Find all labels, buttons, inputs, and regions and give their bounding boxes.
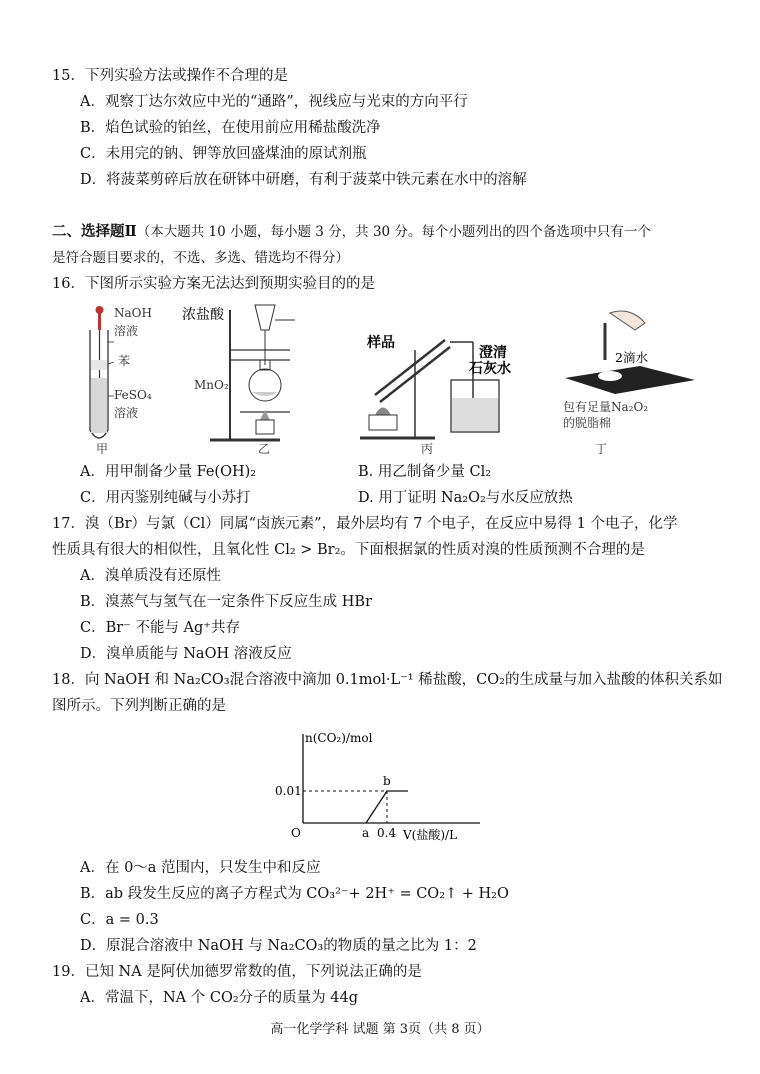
yi-text-conc-hcl: 浓盐酸	[182, 307, 224, 323]
figure-jia	[80, 300, 170, 460]
x-tick-a: a	[362, 826, 370, 840]
q18-option-a: A．在 0～a 范围内，只发生中和反应	[80, 860, 321, 876]
q17-stem-line1: 17．溴（Br）与氯（Cl）同属“卤族元素”，最外层均有 7 个电子，在反应中易得 1 个电子，化学	[52, 516, 678, 532]
y-tick-0-01: 0.01	[275, 784, 302, 798]
ding-text-two-drops: 2滴水	[615, 350, 648, 365]
bing-text-limewater: 石灰水	[469, 361, 511, 377]
q15-stem: 15．下列实验方法或操作不合理的是	[52, 68, 288, 84]
co2-volume-chart	[275, 728, 495, 848]
yi-text-mno2: MnO₂	[194, 378, 229, 392]
section2-note-2: 是符合题目要求的，不选、多选、错选均不得分）	[52, 250, 349, 266]
jia-text-naoh: NaOH	[114, 306, 152, 320]
origin-label: O	[291, 826, 301, 840]
q17-option-b: B．溴蒸气与氢气在一定条件下反应生成 HBr	[80, 594, 372, 610]
bing-label: 丙	[421, 442, 434, 456]
point-label-b: b	[383, 774, 391, 788]
dropper-drawing	[555, 308, 705, 460]
jia-text-solution2: 溶液	[114, 406, 139, 420]
q17-option-a: A．溴单质没有还原性	[80, 568, 221, 584]
section2-note-1: （本大题共 10 小题，每小题 3 分，共 30 分。每个小题列出的四个备选项中只有一个	[136, 224, 651, 240]
q16-stem: 16．下图所示实验方案无法达到预期实验目的的是	[52, 276, 375, 292]
section2-header	[52, 222, 651, 242]
q18-option-c: C．a = 0.3	[80, 912, 159, 928]
figure-yi	[180, 300, 300, 460]
q16-option-c: C．用丙鉴别纯碱与小苏打	[80, 490, 251, 506]
bing-text-sample: 样品	[367, 335, 395, 351]
q15-option-c: C．未用完的钠、钾等放回盛煤油的原试剂瓶	[80, 146, 367, 162]
y-axis-label: n(CO₂)/mol	[305, 731, 373, 745]
x-tick-0-4: 0.4	[377, 826, 397, 840]
page-footer: 高一化学学科 试题 第 3页（共 8 页）	[270, 1022, 490, 1037]
q17-option-c: C．Br⁻ 不能与 Ag⁺共存	[80, 620, 240, 636]
q15-option-b: B．焰色试验的铂丝，在使用前应用稀盐酸洗净	[80, 120, 381, 136]
q17-option-d: D．溴单质能与 NaOH 溶液反应	[80, 646, 292, 662]
section2-title: 二、选择题Ⅱ	[52, 223, 137, 240]
bing-text-clear: 澄清	[479, 345, 507, 361]
co2-series-line	[366, 791, 408, 823]
q18-stem-line2: 图所示。下列判断正确的是	[52, 698, 226, 714]
q18-stem-line1: 18．向 NaOH 和 Na₂CO₃混合溶液中滴加 0.1mol·L⁻¹ 稀盐酸，CO₂的生成量与加入盐酸的体积关系如	[52, 672, 723, 688]
q15-option-d: D．将菠菜剪碎后放在研钵中研磨，有利于菠菜中铁元素在水中的溶解	[80, 172, 527, 188]
jia-label: 甲	[96, 442, 109, 456]
q15-option-a: A．观察丁达尔效应中光的“通路”，视线应与光束的方向平行	[80, 94, 468, 110]
q16-option-b: B. 用乙制备少量 Cl₂	[358, 464, 492, 480]
yi-label: 乙	[258, 442, 271, 456]
ding-text-na2o2: 包有足量Na₂O₂	[563, 400, 649, 414]
ding-text-cotton: 的脱脂棉	[563, 416, 612, 430]
q19-stem: 19．已知 NA 是阿伏加德罗常数的值，下列说法正确的是	[52, 964, 422, 980]
jia-text-solution1: 溶液	[114, 324, 139, 338]
ding-label: 丁	[595, 442, 608, 456]
figure-bing	[355, 320, 520, 460]
q18-option-d: D．原混合溶液中 NaOH 与 Na₂CO₃的物质的量之比为 1：2	[80, 938, 477, 954]
figure-ding	[555, 308, 705, 460]
x-axis-label: V(盐酸)/L	[403, 828, 458, 842]
q16-option-a: A．用甲制备少量 Fe(OH)₂	[80, 464, 257, 480]
q18-option-b: B．ab 段发生反应的离子方程式为 CO₃²⁻+ 2H⁺ = CO₂↑ + H₂O	[80, 886, 509, 902]
q17-stem-line2: 性质具有很大的相似性，且氧化性 Cl₂ > Br₂。下面根据氯的性质对溴的性质预测不合理的是	[52, 542, 645, 558]
q16-option-d: D. 用丁证明 Na₂O₂与水反应放热	[358, 490, 573, 506]
jia-text-feso4: FeSO₄	[114, 388, 152, 402]
jia-text-benzene: 苯	[118, 354, 131, 368]
q19-option-a: A．常温下，NA 个 CO₂分子的质量为 44g	[80, 990, 358, 1006]
